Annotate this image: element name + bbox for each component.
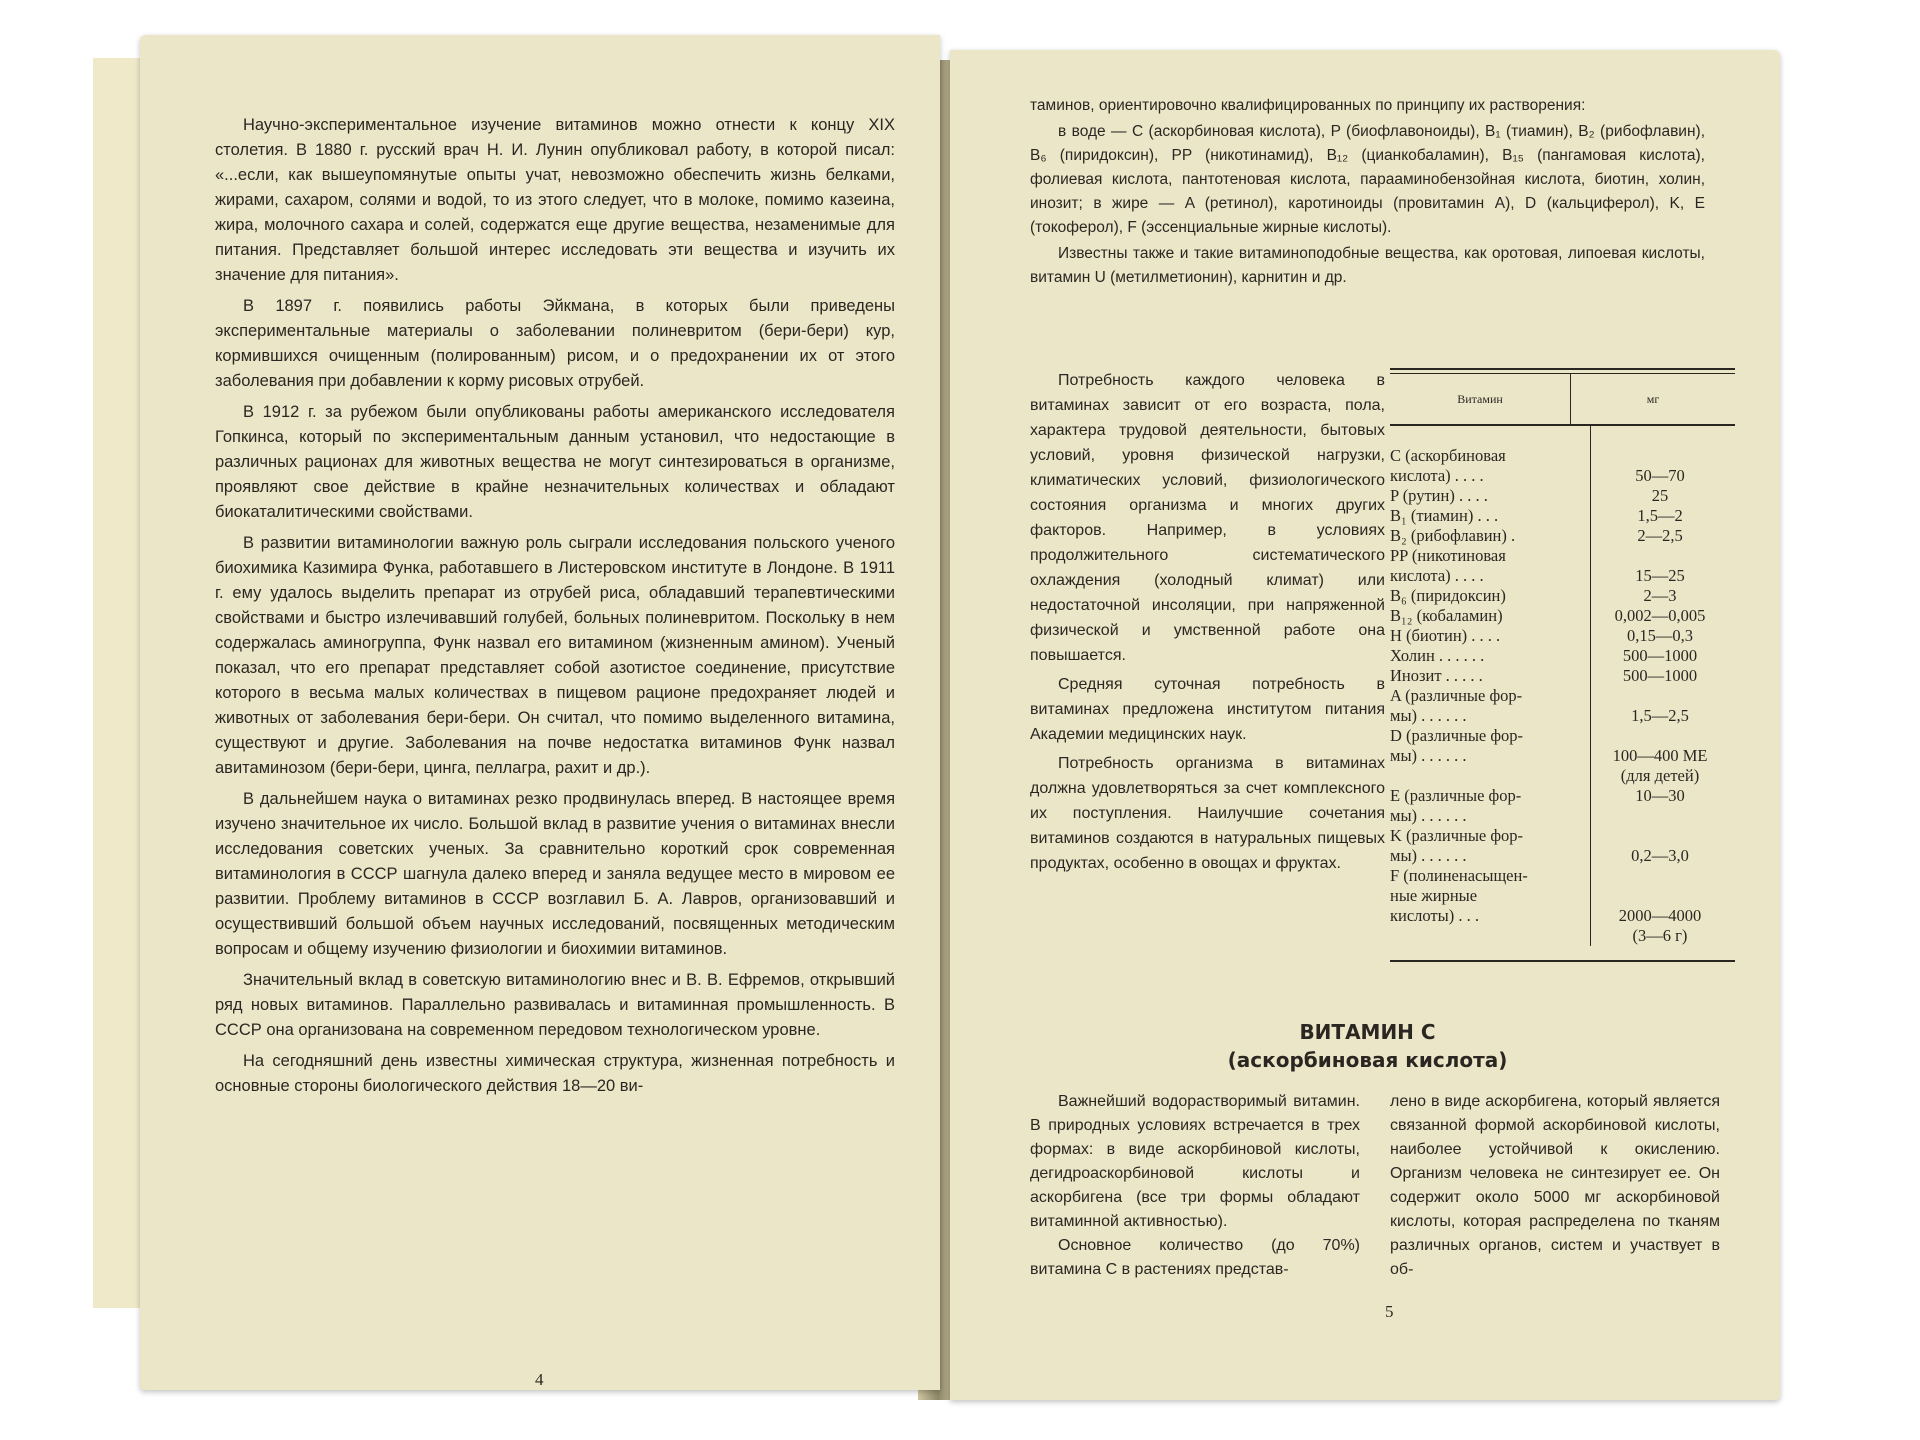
paragraph: На сегодняшний день известны химическая структура, жизненная потребность и основные стороны биологического действия 18—20 ви- <box>215 1052 895 1095</box>
page-number-left: 4 <box>535 1370 544 1389</box>
vitamin-name: H (биотин) . . . . <box>1390 626 1501 645</box>
vitamin-dose: 25 <box>1651 486 1669 505</box>
page-number-right: 5 <box>1385 1302 1394 1321</box>
table-row <box>1390 606 1735 626</box>
vitamin-name: B₁₂ (кобаламин) <box>1390 606 1503 625</box>
vitamin-name: E (различные фор- мы) . . . . . . <box>1390 786 1522 825</box>
paragraph: Научно-экспериментальное изучение витаминов можно отнести к концу XIX столетия. В 1880 г. русский врач Н. И. Лунин опубликовал работу, в которой писал: «...если, как вышеупомянутые опыты учат, невозможно обеспечить жизнь белками, жирами, сахаром, солями и водой, то из этого следует, что в молоке, помимо казеина, жира, молочного сахара и солей, содержатся еще другие вещества, незаменимые для питания. Представляет большой интерес исследовать эти вещества и изучить их значение для питания». <box>215 116 895 284</box>
table-body <box>1390 426 1735 946</box>
vitamin-name: B₁ (тиамин) . . . <box>1390 506 1499 525</box>
vitamin-name: F (полиненасыщен- ные жирные кислоты) . . . <box>1390 866 1528 925</box>
header-vitamin: Витамин <box>1390 374 1571 424</box>
paragraph: В развитии витаминологии важную роль сыграли исследования польского ученого биохимика Казимира Функа, работавшего в Листеровском институте в Лондоне. В 1911 г. ему удалось выделить препарат из отрубей риса, обладавший терапевтическими свойствами и быстро излечивавший голубей, больных полиневритом. Поскольку в нем содержалась аминогруппа, Функ назвал его витамином (жизненным амином). Ученый показал, что его препарат представляет собой азотистое соединение, присутствие которого в весьма малых количествах в пищевом рационе предохраняет людей и животных от заболевания бери-бери. Он считал, что помимо выделенного витамина, существуют и другие. Заболевания на почве недостатка витаминов Функ назвал авитаминозом (бери-бери, цинга, пеллагра, рахит и др.). <box>215 534 895 777</box>
vitamin-dose: 0,2—3,0 <box>1631 846 1689 865</box>
table-row <box>1390 866 1735 946</box>
vitamin-c-subtitle: (аскорбиновая кислота) <box>1227 1048 1508 1072</box>
vitamin-classification <box>1030 94 1705 292</box>
vitamin-need-text <box>1030 368 1385 880</box>
table-row <box>1390 666 1735 686</box>
table-row <box>1390 686 1735 726</box>
vitamin-c-title: ВИТАМИН C <box>1299 1020 1436 1044</box>
vitamin-dose: 10—30 <box>1635 786 1685 805</box>
paragraph: Потребность каждого человека в витаминах зависит от его возраста, пола, характера трудовой деятельности, бытовых условий, уровня физической нагрузки, климатических условий, физиологического состояния организма и многих других факторов. Например, в условиях продолжительного систематического охлаждения (холодный климат) или недостаточной инсоляции, при напряженной физической и умственной работе она повышается. <box>1030 372 1385 664</box>
intro-text: в воде — C (аскорбиновая кислота), P (биофлавоноиды), B₁ (тиамин), B₂ (рибофлавин), B₆ (пиридоксин), PP (никотинамид), B₁₂ (цианкобаламин), B₁₅ (пангамовая кислота), фолиевая кислота, пантотеновая кислота, парааминобензойная кислота, биотин, холин, инозит; в жире — A (ретинол), каротиноиды (провитамин A), D (кальциферол), K, E (токоферол), F (эссенциальные жирные кислоты). <box>1030 123 1705 236</box>
vitamin-name: C (аскорбиновая кислота) . . . . <box>1390 446 1506 485</box>
vitamin-need-table <box>1390 368 1735 962</box>
vitamin-dose: 1,5—2 <box>1637 506 1683 525</box>
vitamin-name: A (различные фор- мы) . . . . . . <box>1390 686 1523 725</box>
paragraph: В 1912 г. за рубежом были опубликованы работы американского исследователя Гопкинса, который по экспериментальным данным установил, что недостающие в различных рационах для животных вещества не могут синтезироваться в организме, проявляют свое действие в крайне незначительных количествах и обладают биокаталитическими свойствами. <box>215 403 895 521</box>
table-row <box>1390 786 1735 826</box>
vitamin-dose: 1,5—2,5 <box>1631 706 1689 725</box>
vitamin-name: B₂ (рибофлавин) . <box>1390 526 1516 545</box>
table-row <box>1390 506 1735 526</box>
left-page-text <box>215 113 895 1105</box>
vitamin-c-column-1 <box>1030 1090 1360 1282</box>
vitamin-dose: 0,15—0,3 <box>1627 626 1693 645</box>
table-row <box>1390 826 1735 866</box>
vitamin-dose: 100—400 МЕ (для детей) <box>1612 746 1708 785</box>
paragraph: Средняя суточная потребность в витаминах предложена институтом питания Академии медицинских наук. <box>1030 676 1385 743</box>
table-row <box>1390 586 1735 606</box>
vitamin-name: P (рутин) . . . . <box>1390 486 1488 505</box>
table-row <box>1390 526 1735 546</box>
section-heading <box>1030 1018 1705 1074</box>
paragraph: В 1897 г. появились работы Эйкмана, в которых были приведены экспериментальные материалы о заболевании полиневритом (бери-бери) кур, кормившихся очищенным (полированным) рисом, и о предохранении их от этого заболевания при добавлении к корму рисовых отрубей. <box>215 297 895 390</box>
vitamin-name: Холин . . . . . . <box>1390 646 1485 665</box>
paragraph: Потребность организма в витаминах должна удовлетворяться за счет комплексного их поступления. Наилучшие сочетания витаминов создаются в натуральных пищевых продуктах, особенно в овощах и фруктах. <box>1030 755 1385 872</box>
table-row <box>1390 446 1735 486</box>
vitamin-dose: 2—2,5 <box>1637 526 1683 545</box>
table-header <box>1390 374 1735 426</box>
vitamin-dose: 2—3 <box>1643 586 1677 605</box>
vitamin-dose: 500—1000 <box>1622 666 1698 685</box>
paragraph: Важнейший водорастворимый витамин. В природных условиях встречается в трех формах: в виде аскорбиновой кислоты, дегидроаскорбиновой кислоты и аскорбигена (все три формы обладают витаминной активностью). <box>1030 1093 1360 1230</box>
table-row <box>1390 726 1735 786</box>
vitamin-dose: 15—25 <box>1635 566 1685 585</box>
vitamin-dose: 0,002—0,005 <box>1614 606 1706 625</box>
table-bottom-rule <box>1390 960 1735 962</box>
vitamin-name: PP (никотиновая кислота) . . . . <box>1390 546 1506 585</box>
table-row <box>1390 486 1735 506</box>
vitamin-name: D (различные фор- мы) . . . . . . <box>1390 726 1524 765</box>
vitamin-dose: 500—1000 <box>1622 646 1698 665</box>
vitamin-c-column-2 <box>1390 1090 1720 1282</box>
table-row <box>1390 646 1735 666</box>
intro-text: таминов, ориентировочно квалифицированных по принципу их растворения: <box>1030 97 1586 114</box>
header-mg: мг <box>1646 391 1660 406</box>
left-page <box>140 35 940 1390</box>
vitamin-dose: 2000—4000 (3—6 г) <box>1618 906 1702 945</box>
vitamin-dose: 50—70 <box>1635 466 1685 485</box>
vitamin-name: K (различные фор- мы) . . . . . . <box>1390 826 1524 865</box>
vitamin-name: Инозит . . . . . <box>1390 666 1483 685</box>
right-page <box>950 50 1780 1400</box>
paragraph: В дальнейшем наука о витаминах резко продвинулась вперед. В настоящее время изучено значительное их число. Большой вклад в развитие учения о витаминах внесли исследования советских ученых. За сравнительно короткий срок современная витаминология в СССР шагнула далеко вперед и заняла ведущее место в мировом ее развитии. Проблему витаминов в СССР возглавил Б. А. Лавров, организовавший и осуществивший большой объем научных исследований, посвященных методическим вопросам и общему изучению физиологии и биохимии витаминов. <box>215 790 895 958</box>
intro-text: Известны также и такие витаминоподобные вещества, как оротовая, липоевая кислоты, витамин U (метилметионин), карнитин и др. <box>1030 245 1705 286</box>
table-row <box>1390 626 1735 646</box>
vitamin-name: B₆ (пиридоксин) <box>1390 586 1506 605</box>
paragraph: Основное количество (до 70%) витамина C в растениях представ- <box>1030 1237 1360 1278</box>
paragraph: Значительный вклад в советскую витаминологию внес и В. В. Ефремов, открывший ряд новых витаминов. Параллельно развивалась и витаминная промышленность. В СССР она организована на современном передовом технологическом уровне. <box>215 971 895 1039</box>
table-row <box>1390 546 1735 586</box>
paragraph: лено в виде аскорбигена, который является связанной формой аскорбиновой кислоты, наиболее устойчивой к окислению. Организм человека не синтезирует ее. Он содержит около 5000 мг аскорбиновой кислоты, которая распределена по тканям различных органов, систем и участвует в об- <box>1390 1093 1720 1278</box>
